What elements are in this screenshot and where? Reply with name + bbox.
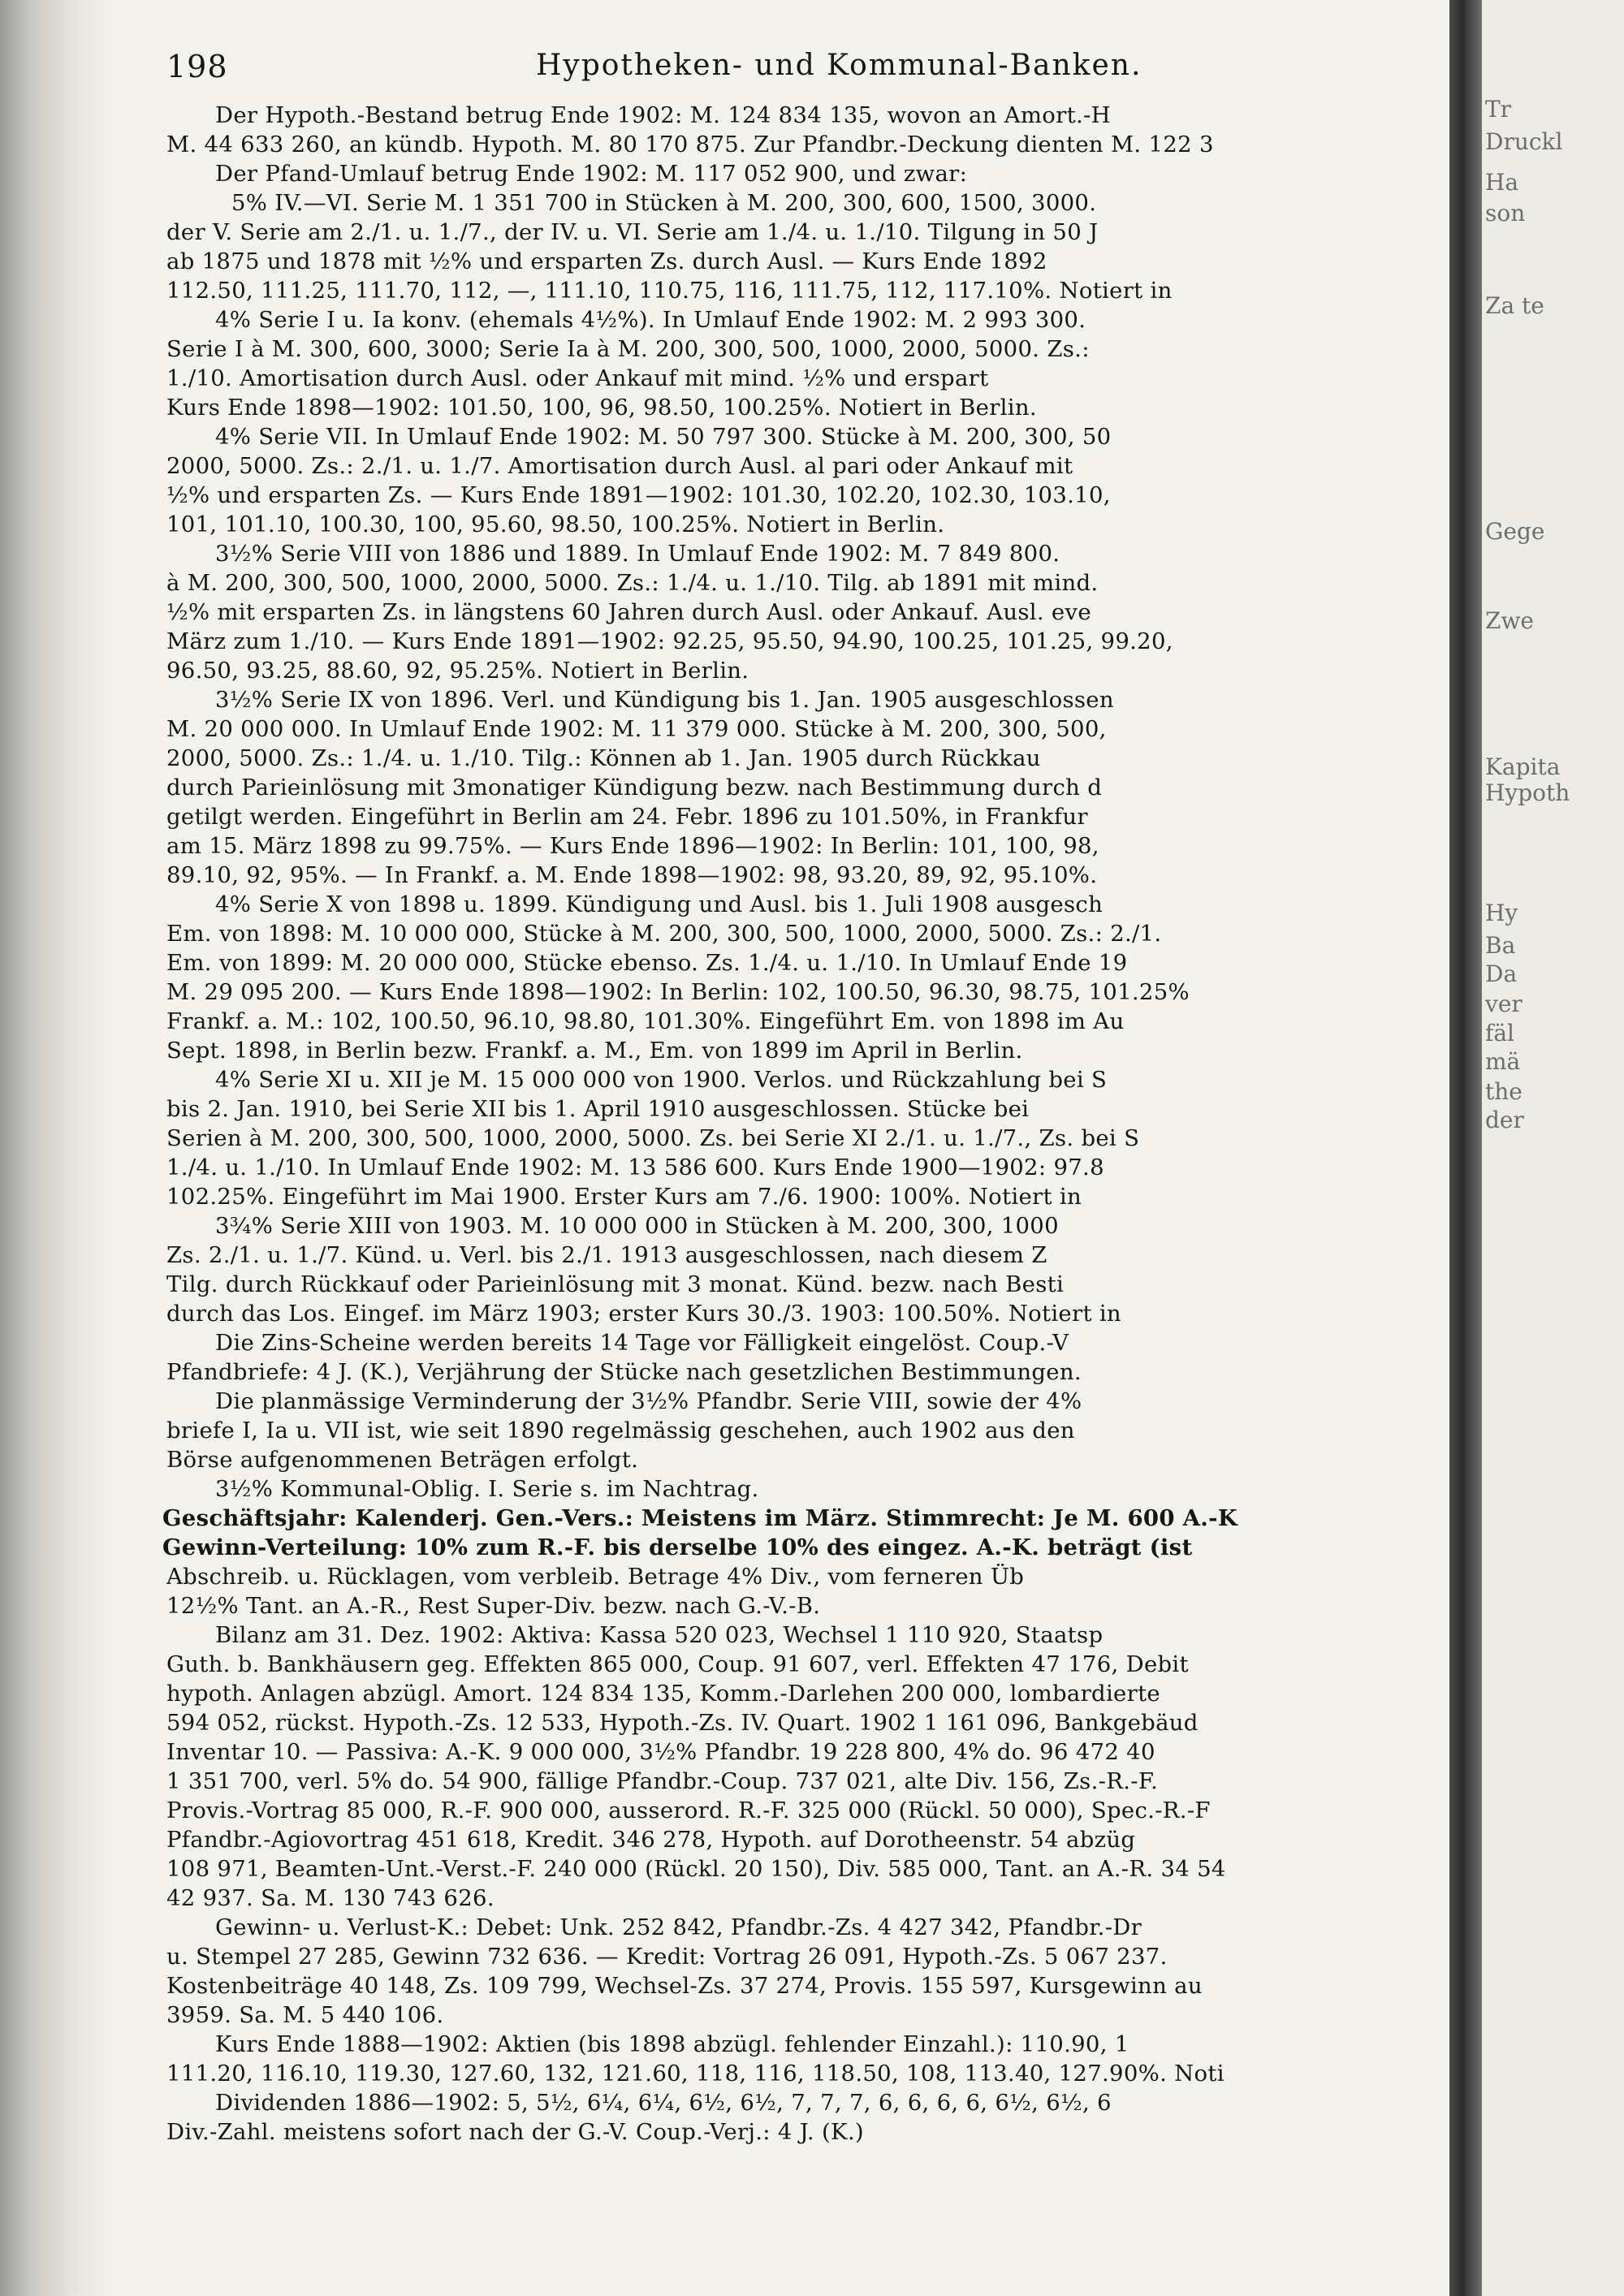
adjacent-page-fragment: son [1485,200,1526,227]
text-line: 4% Serie X von 1898 u. 1899. Kündigung und Ausl. bis 1. Juli 1908 ausgesch [215,891,1104,917]
text-line: briefe I, Ia u. VII ist, wie seit 1890 regelmässig geschehen, auch 1902 aus den [166,1418,1075,1444]
text-line: Pfandbr.-Agiovortrag 451 618, Kredit. 346 278, Hypoth. auf Dorotheenstr. 54 abzüg [166,1827,1136,1853]
text-line: Dividenden 1886—1902: 5, 5½, 6¼, 6¼, 6½, 6½, 7, 7, 7, 6, 6, 6, 6, 6½, 6½, 6 [215,2090,1112,2116]
text-line: durch Parieinlösung mit 3monatiger Kündigung bezw. nach Bestimmung durch d [166,775,1103,801]
text-line: Zs. 2./1. u. 1./7. Künd. u. Verl. bis 2./1. 1913 ausgeschlossen, nach diesem Z [166,1242,1047,1268]
text-line: Frankf. a. M.: 102, 100.50, 96.10, 98.80, 101.30%. Eingeführt Em. von 1898 im Au [166,1008,1125,1034]
text-line: 96.50, 93.25, 88.60, 92, 95.25%. Notiert in Berlin. [166,658,749,684]
adjacent-page-fragment: Za te [1485,292,1544,319]
running-title: Hypotheken- und Kommunal-Banken. [536,49,1142,82]
text-line: Serien à M. 200, 300, 500, 1000, 2000, 5000. Zs. bei Serie XI 2./1. u. 1./7., Zs. bei S [166,1125,1140,1151]
text-line: Der Hypoth.-Bestand betrug Ende 1902: M. 124 834 135, wovon an Amort.-H [215,102,1111,128]
text-line: u. Stempel 27 285, Gewinn 732 636. — Kredit: Vortrag 26 091, Hypoth.-Zs. 5 067 237. [166,1944,1168,1970]
text-line: M. 20 000 000. In Umlauf Ende 1902: M. 11 379 000. Stücke à M. 200, 300, 500, [166,716,1107,742]
text-line: ½% und ersparten Zs. — Kurs Ende 1891—1902: 101.30, 102.20, 102.30, 103.10, [166,482,1111,508]
page-header [0,49,1453,89]
text-line: 4% Serie VII. In Umlauf Ende 1902: M. 50 797 300. Stücke à M. 200, 300, 50 [215,424,1112,450]
text-line: Abschreib. u. Rücklagen, vom verbleib. Betrage 4% Div., vom ferneren Üb [166,1564,1025,1590]
adjacent-page-fragment: Gege [1485,518,1545,545]
adjacent-page-fragment: Zwe [1485,607,1534,634]
text-line: ½% mit ersparten Zs. in längstens 60 Jahren durch Ausl. oder Ankauf. Ausl. eve [166,599,1091,625]
text-line: Provis.-Vortrag 85 000, R.-F. 900 000, ausserord. R.-F. 325 000 (Rückl. 50 000), Spec.-R.-F [166,1798,1211,1823]
text-line: 3½% Kommunal-Oblig. I. Serie s. im Nachtrag. [215,1476,759,1502]
adjacent-page-fragment: the [1485,1078,1522,1105]
text-line: Kurs Ende 1898—1902: 101.50, 100, 96, 98.50, 100.25%. Notiert in Berlin. [166,395,1037,421]
text-line: 3959. Sa. M. 5 440 106. [166,2002,444,2028]
text-line: der V. Serie am 2./1. u. 1./7., der IV. u. VI. Serie am 1./4. u. 1./10. Tilgung in 50 J [166,219,1099,245]
text-line: 2000, 5000. Zs.: 2./1. u. 1./7. Amortisation durch Ausl. al pari oder Ankauf mit [166,453,1073,479]
text-line: M. 44 633 260, an kündb. Hypoth. M. 80 170 875. Zur Pfandbr.-Deckung dienten M. 122 3 [166,132,1214,158]
text-line: Sept. 1898, in Berlin bezw. Frankf. a. M., Em. von 1899 im April in Berlin. [166,1038,1023,1064]
adjacent-page-fragment: der [1485,1107,1524,1133]
text-line: 89.10, 92, 95%. — In Frankf. a. M. Ende 1898—1902: 98, 93.20, 89, 92, 95.10%. [166,862,1098,888]
text-line: 1./10. Amortisation durch Ausl. oder Ankauf mit mind. ½% und erspart [166,365,989,391]
text-line: Tilg. durch Rückkauf oder Parieinlösung mit 3 monat. Künd. bezw. nach Besti [166,1271,1065,1297]
text-line: Em. von 1899: M. 20 000 000, Stücke ebenso. Zs. 1./4. u. 1./10. In Umlauf Ende 19 [166,950,1128,976]
text-line: getilgt werden. Eingeführt in Berlin am 24. Febr. 1896 zu 101.50%, in Frankfur [166,804,1088,830]
text-line: hypoth. Anlagen abzügl. Amort. 124 834 135, Komm.-Darlehen 200 000, lombardierte [166,1681,1160,1707]
text-line: Gewinn- u. Verlust-K.: Debet: Unk. 252 842, Pfandbr.-Zs. 4 427 342, Pfandbr.-Dr [215,1914,1142,1940]
text-line: 102.25%. Eingeführt im Mai 1900. Erster Kurs am 7./6. 1900: 100%. Notiert in [166,1184,1082,1210]
text-line: Div.-Zahl. meistens sofort nach der G.-V. Coup.-Verj.: 4 J. (K.) [166,2119,864,2145]
adjacent-page-fragment: mä [1485,1048,1521,1075]
text-line: Kurs Ende 1888—1902: Aktien (bis 1898 abzügl. fehlender Einzahl.): 110.90, 1 [215,2031,1129,2057]
text-line: 12½% Tant. an A.-R., Rest Super-Div. bezw. nach G.-V.-B. [166,1593,821,1619]
text-line: Pfandbriefe: 4 J. (K.), Verjährung der Stücke nach gesetzlichen Bestimmungen. [166,1359,1082,1385]
text-line: 3¾% Serie XIII von 1903. M. 10 000 000 in Stücken à M. 200, 300, 1000 [215,1213,1059,1239]
text-line: Bilanz am 31. Dez. 1902: Aktiva: Kassa 520 023, Wechsel 1 110 920, Staatsp [215,1622,1104,1648]
text-line: durch das Los. Eingef. im März 1903; erster Kurs 30./3. 1903: 100.50%. Notiert in [166,1301,1121,1327]
text-line: Inventar 10. — Passiva: A.-K. 9 000 000, 3½% Pfandbr. 19 228 800, 4% do. 96 472 40 [166,1739,1155,1765]
text-line: 2000, 5000. Zs.: 1./4. u. 1./10. Tilg.: Können ab 1. Jan. 1905 durch Rückkau [166,745,1041,771]
adjacent-page-fragment: Ba [1485,932,1516,959]
text-line: Guth. b. Bankhäusern geg. Effekten 865 000, Coup. 91 607, verl. Effekten 47 176, Debit [166,1651,1189,1677]
text-line: Kostenbeiträge 40 148, Zs. 109 799, Wechsel-Zs. 37 274, Provis. 155 597, Kursgewinn au [166,1973,1203,1999]
adjacent-page-fragment: Ha [1485,169,1519,196]
text-line: März zum 1./10. — Kurs Ende 1891—1902: 92.25, 95.50, 94.90, 100.25, 101.25, 99.20, [166,628,1173,654]
text-line: bis 2. Jan. 1910, bei Serie XII bis 1. April 1910 ausgeschlossen. Stücke bei [166,1096,1030,1122]
text-line: 101, 101.10, 100.30, 100, 95.60, 98.50, 100.25%. Notiert in Berlin. [166,511,945,537]
text-line: 112.50, 111.25, 111.70, 112, —, 111.10, 110.75, 116, 111.75, 112, 117.10%. Notiert in [166,278,1173,304]
adjacent-page-fragment: Da [1485,960,1518,987]
adjacent-page-fragment: Druckl [1485,128,1563,155]
text-line: 1 351 700, verl. 5% do. 54 900, fällige Pfandbr.-Coup. 737 021, alte Div. 156, Zs.-R.-F. [166,1768,1158,1794]
text-line: Die planmässige Verminderung der 3½% Pfandbr. Serie VIII, sowie der 4% [215,1388,1082,1414]
text-line: Geschäftsjahr: Kalenderj. Gen.-Vers.: Meistens im März. Stimmrecht: Je M. 600 A.-K [162,1505,1238,1531]
adjacent-page-edge [1449,0,1624,2296]
text-line: à M. 200, 300, 500, 1000, 2000, 5000. Zs.: 1./4. u. 1./10. Tilg. ab 1891 mit mind. [166,570,1099,596]
text-line: 4% Serie XI u. XII je M. 15 000 000 von 1900. Verlos. und Rückzahlung bei S [215,1067,1108,1093]
text-line: Die Zins-Scheine werden bereits 14 Tage vor Fälligkeit eingelöst. Coup.-V [215,1330,1069,1356]
text-line: 111.20, 116.10, 119.30, 127.60, 132, 121.60, 118, 116, 118.50, 108, 113.40, 127.90%. Noti [166,2061,1224,2087]
text-line: 1./4. u. 1./10. In Umlauf Ende 1902: M. 13 586 600. Kurs Ende 1900—1902: 97.8 [166,1154,1104,1180]
adjacent-page-fragment: ver [1485,990,1522,1017]
text-line: Börse aufgenommenen Beträgen erfolgt. [166,1447,639,1473]
text-line: Der Pfand-Umlauf betrug Ende 1902: M. 117 052 900, und zwar: [215,161,968,187]
text-line: 4% Serie I u. Ia konv. (ehemals 4½%). In Umlauf Ende 1902: M. 2 993 300. [215,307,1086,333]
adjacent-page-fragment: Tr [1485,96,1512,123]
book-gutter [1449,0,1482,2296]
text-line: 108 971, Beamten-Unt.-Verst.-F. 240 000 (Rückl. 20 150), Div. 585 000, Tant. an A.-R. 34 54 [166,1856,1226,1882]
text-line: 5% IV.—VI. Serie M. 1 351 700 in Stücken à M. 200, 300, 600, 1500, 3000. [231,190,1097,216]
text-line: Gewinn-Verteilung: 10% zum R.-F. bis derselbe 10% des eingez. A.-K. beträgt (ist [162,1534,1193,1560]
text-line: 3½% Serie VIII von 1886 und 1889. In Umlauf Ende 1902: M. 7 849 800. [215,541,1060,567]
text-line: 594 052, rückst. Hypoth.-Zs. 12 533, Hypoth.-Zs. IV. Quart. 1902 1 161 096, Bankgebäud [166,1710,1199,1736]
adjacent-page-fragment: Hy [1485,900,1518,926]
text-line: ab 1875 und 1878 mit ½% und ersparten Zs. durch Ausl. — Kurs Ende 1892 [166,248,1047,274]
text-line: 3½% Serie IX von 1896. Verl. und Kündigung bis 1. Jan. 1905 ausgeschlossen [215,687,1114,713]
text-line: Serie I à M. 300, 600, 3000; Serie Ia à M. 200, 300, 500, 1000, 2000, 5000. Zs.: [166,336,1090,362]
text-line: 42 937. Sa. M. 130 743 626. [166,1885,495,1911]
text-line: am 15. März 1898 zu 99.75%. — Kurs Ende 1896—1902: In Berlin: 101, 100, 98, [166,833,1099,859]
body-text [162,101,1449,2147]
adjacent-page-fragment: fäl [1485,1020,1515,1047]
page-number: 198 [166,49,228,84]
text-line: M. 29 095 200. — Kurs Ende 1898—1902: In Berlin: 102, 100.50, 96.30, 98.75, 101.25% [166,979,1190,1005]
text-line: Em. von 1898: M. 10 000 000, Stücke à M. 200, 300, 500, 1000, 2000, 5000. Zs.: 2./1. [166,921,1162,947]
adjacent-page-fragment: Kapita [1485,753,1561,780]
adjacent-page-fragment: Hypoth [1485,779,1570,806]
